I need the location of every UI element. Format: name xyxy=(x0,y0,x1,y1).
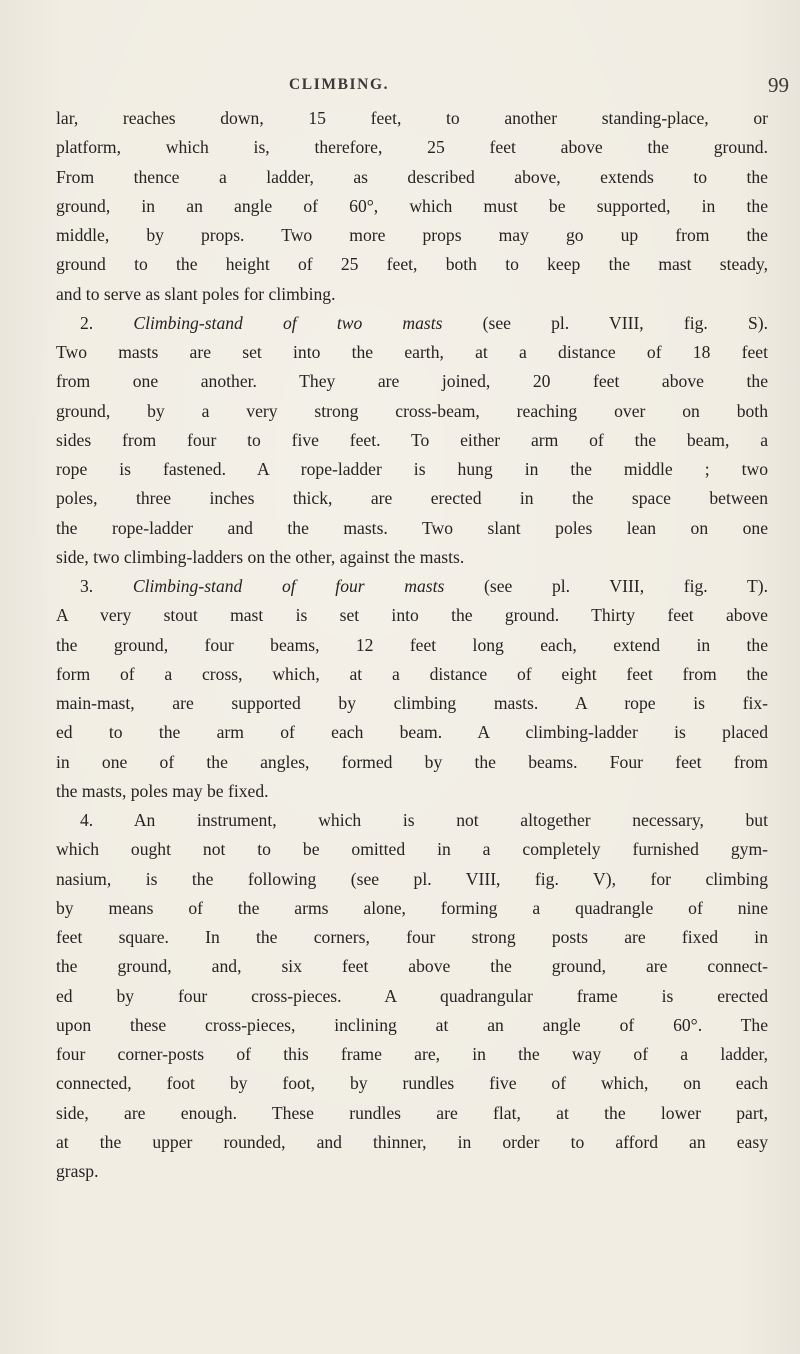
text-line: four corner-posts of this frame are, in the way of a ladder, xyxy=(56,1044,768,1064)
text-line: ground to the height of 25 feet, both to keep the mast steady, xyxy=(56,254,768,275)
text-line: by means of the arms alone, forming a quadrangle of nine xyxy=(56,897,768,918)
section-title: Climbing-stand of two masts xyxy=(133,312,443,333)
text-line: in one of the angles, formed by the beams. Four feet from xyxy=(56,751,768,772)
section-number: 3. xyxy=(80,576,94,596)
text-line: upon these cross-pieces, inclining at an angle of 60°. The xyxy=(56,1014,768,1035)
text-line: from one another. They are joined, 20 feet above the xyxy=(56,371,768,392)
text-line: lar, reaches down, 15 feet, to another standing-place, or xyxy=(56,108,768,128)
text-line: platform, which is, therefore, 25 feet above the ground. xyxy=(56,137,768,158)
text-line: poles, three inches thick, are erected in the space between xyxy=(56,488,768,509)
section-heading-line xyxy=(56,572,768,601)
section-reference: (see pl. VIII, fig. T). xyxy=(484,576,768,596)
text-line: connected, foot by foot, by rundles five of which, on each xyxy=(56,1073,768,1094)
text-line: which ought not to be omitted in a completely furnished gym- xyxy=(56,839,768,860)
text-line: main-mast, are supported by climbing masts. A rope is fix- xyxy=(56,693,768,713)
running-head xyxy=(0,72,800,100)
text-line: grasp. xyxy=(56,1161,99,1181)
text-line: rope is fastened. A rope-ladder is hung in the middle ; two xyxy=(56,459,768,479)
text-line: ed to the arm of each beam. A climbing-ladder is placed xyxy=(56,722,768,743)
text-line: sides from four to five feet. To either arm of the beam, a xyxy=(56,429,768,450)
text-line: the ground, and, six feet above the ground, are connect- xyxy=(56,956,768,977)
text-line: the masts, poles may be fixed. xyxy=(56,780,269,801)
text-line: nasium, is the following (see pl. VIII, fig. V), for climbing xyxy=(56,868,768,889)
text-line: middle, by props. Two more props may go up from the xyxy=(56,225,768,245)
text-line: ground, by a very strong cross-beam, reaching over on both xyxy=(56,400,768,421)
text-line: 4. An instrument, which is not altogether necessary, but xyxy=(80,810,768,830)
text-line: and to serve as slant poles for climbing. xyxy=(56,283,336,304)
text-line: ground, in an angle of 60°, which must be supported, in the xyxy=(56,195,768,216)
text-line: A very stout mast is set into the ground. Thirty feet above xyxy=(56,605,768,626)
text-line: at the upper rounded, and thinner, in order to afford an easy xyxy=(56,1131,768,1152)
text-line: ed by four cross-pieces. A quadrangular frame is erected xyxy=(56,985,768,1006)
text-line: side, are enough. These rundles are flat, at the lower part, xyxy=(56,1102,768,1123)
text-line: From thence a ladder, as described above, extends to the xyxy=(56,166,768,187)
section-title: Climbing-stand of four masts xyxy=(132,576,445,596)
section-reference: (see pl. VIII, fig. S). xyxy=(482,312,768,333)
text-line: the rope-ladder and the masts. Two slant poles lean on one xyxy=(56,517,768,538)
page-number: 99 xyxy=(768,73,789,97)
text-line: feet square. In the corners, four strong posts are fixed in xyxy=(56,927,768,947)
body-text xyxy=(56,104,768,1186)
text-line: Two masts are set into the earth, at a distance of 18 feet xyxy=(56,342,768,362)
text-line: side, two climbing-ladders on the other, against the masts. xyxy=(56,546,465,567)
text-line: the ground, four beams, 12 feet long each, extend in the xyxy=(56,634,768,655)
section-number: 2. xyxy=(80,312,94,333)
running-title: CLIMBING. xyxy=(289,76,390,93)
section-heading-line xyxy=(56,309,768,338)
text-line: form of a cross, which, at a distance of eight feet from the xyxy=(56,663,768,684)
